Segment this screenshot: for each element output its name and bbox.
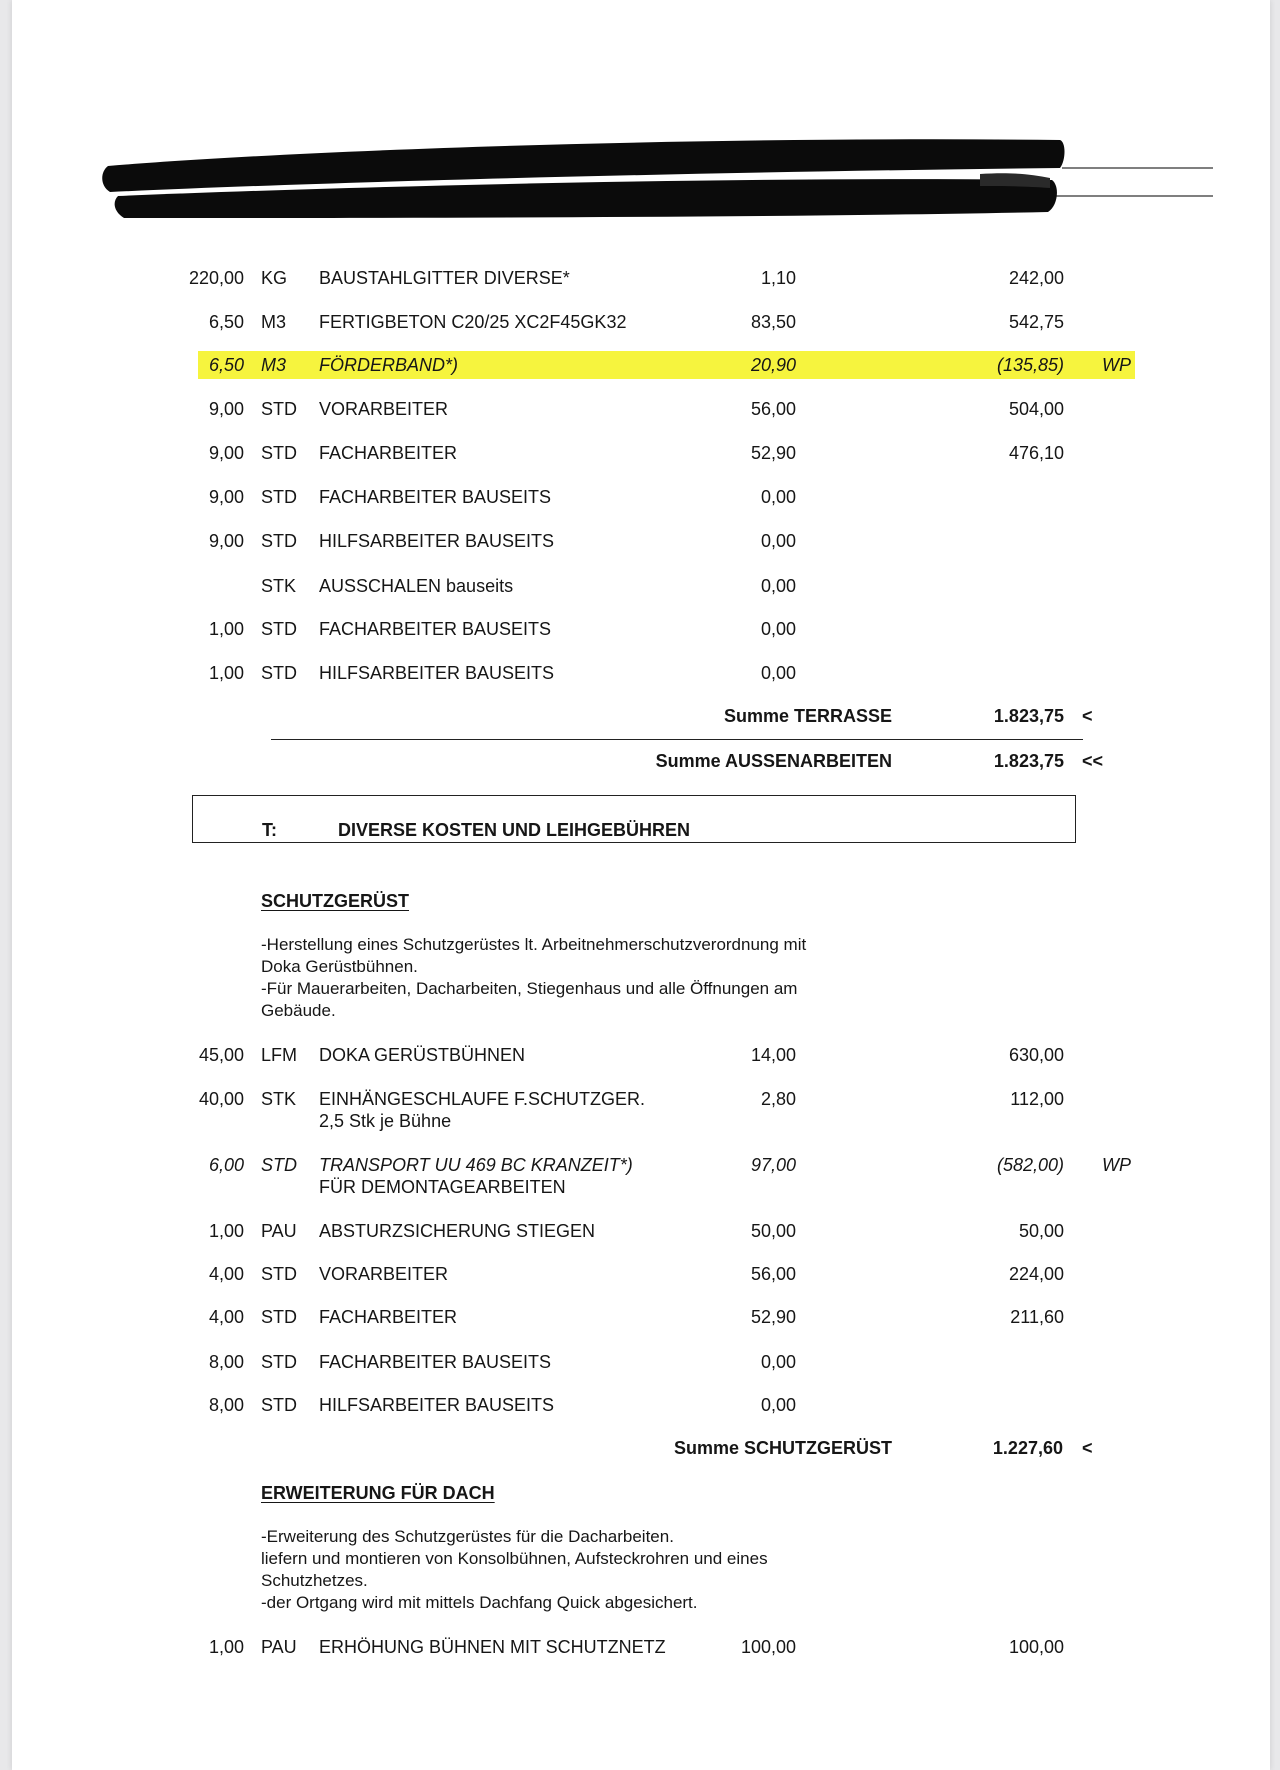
unit: STD xyxy=(261,1264,297,1284)
subtotal-marker: < xyxy=(1082,706,1093,726)
unit: STD xyxy=(261,619,297,639)
line-total: 542,75 xyxy=(1008,312,1064,332)
subtotal-value: 1.823,75 xyxy=(993,751,1064,771)
description: BAUSTAHLGITTER DIVERSE* xyxy=(319,268,570,288)
paragraph-line: Doka Gerüstbühnen. xyxy=(261,957,418,976)
unit: STD xyxy=(261,1395,297,1415)
description: DOKA GERÜSTBÜHNEN xyxy=(319,1045,526,1065)
unit: STD xyxy=(261,531,297,551)
line-total: 211,60 xyxy=(1010,1307,1064,1327)
description: TRANSPORT UU 469 BC KRANZEIT*) xyxy=(319,1155,633,1175)
description: HILFSARBEITER BAUSEITS xyxy=(319,531,555,551)
unit-price: 0,00 xyxy=(760,576,796,596)
description: FACHARBEITER xyxy=(319,1307,458,1327)
quantity: 9,00 xyxy=(208,399,244,419)
unit: STD xyxy=(261,663,297,683)
unit-price: 56,00 xyxy=(750,399,796,419)
subtotal-value: 1.823,75 xyxy=(993,706,1064,726)
description: FACHARBEITER BAUSEITS xyxy=(319,1352,552,1372)
line-total: 242,00 xyxy=(1008,268,1064,288)
description: HILFSARBEITER BAUSEITS xyxy=(319,1395,555,1415)
paragraph-line: -Erweiterung des Schutzgerüstes für die Dacharbeiten. xyxy=(261,1527,674,1546)
line-total: 112,00 xyxy=(1010,1089,1064,1109)
quantity: 40,00 xyxy=(198,1089,244,1109)
quantity: 1,00 xyxy=(208,1637,244,1657)
subtotal-marker: < xyxy=(1082,1438,1093,1458)
section-code: T: xyxy=(262,820,277,840)
line-total: 100,00 xyxy=(1008,1637,1064,1657)
wp-flag: WP xyxy=(1102,1155,1131,1175)
line-total: (582,00) xyxy=(996,1155,1064,1175)
paragraph-line: -Herstellung eines Schutzgerüstes lt. Arbeitnehmerschutzverordnung mit xyxy=(261,935,807,954)
unit: STD xyxy=(261,443,297,463)
quantity: 1,00 xyxy=(208,619,244,639)
unit-price: 50,00 xyxy=(750,1221,796,1241)
unit: STK xyxy=(261,1089,297,1109)
quantity: 4,00 xyxy=(208,1307,244,1327)
description: FACHARBEITER xyxy=(319,443,458,463)
unit: STD xyxy=(261,487,297,507)
description: FACHARBEITER BAUSEITS xyxy=(319,487,552,507)
unit-price: 20,90 xyxy=(750,355,796,375)
unit-price: 0,00 xyxy=(760,619,796,639)
quantity: 6,50 xyxy=(208,312,244,332)
unit-price: 97,00 xyxy=(750,1155,796,1175)
unit: M3 xyxy=(261,355,287,375)
description-detail: FÜR DEMONTAGEARBEITEN xyxy=(319,1177,566,1197)
unit: STD xyxy=(261,1352,297,1372)
unit-price: 0,00 xyxy=(760,531,796,551)
subtotal-label: Summe AUSSENARBEITEN xyxy=(655,751,892,771)
unit: PAU xyxy=(261,1221,297,1241)
description: HILFSARBEITER BAUSEITS xyxy=(319,663,555,683)
quantity: 1,00 xyxy=(208,663,244,683)
line-total: 224,00 xyxy=(1008,1264,1064,1284)
subtotal-label: Summe TERRASSE xyxy=(723,706,892,726)
unit-price: 0,00 xyxy=(760,1395,796,1415)
line-total: 476,10 xyxy=(1008,443,1064,463)
section-heading-erweiterung-dach: ERWEITERUNG FÜR DACH xyxy=(261,1483,495,1503)
paragraph-line: Gebäude. xyxy=(261,1001,336,1020)
divider xyxy=(271,739,1083,740)
line-total: 504,00 xyxy=(1008,399,1064,419)
section-heading-schutzgeruest: SCHUTZGERÜST xyxy=(261,891,409,911)
quantity: 9,00 xyxy=(208,531,244,551)
paragraph-line: Schutzhetzes. xyxy=(261,1571,368,1590)
quantity: 1,00 xyxy=(208,1221,244,1241)
paragraph-line: liefern und montieren von Konsolbühnen, Aufsteckrohren und eines xyxy=(261,1549,768,1568)
line-total: 50,00 xyxy=(1018,1221,1064,1241)
description-detail: 2,5 Stk je Bühne xyxy=(319,1111,452,1131)
line-total: 630,00 xyxy=(1008,1045,1064,1065)
unit-price: 52,90 xyxy=(750,1307,796,1327)
quantity: 8,00 xyxy=(208,1352,244,1372)
description: AUSSCHALEN bauseits xyxy=(319,576,514,596)
quantity: 9,00 xyxy=(208,443,244,463)
paragraph-line: -der Ortgang wird mit mittels Dachfang Quick abgesichert. xyxy=(261,1593,698,1612)
unit-price: 83,50 xyxy=(750,312,796,332)
description: FERTIGBETON C20/25 XC2F45GK32 xyxy=(319,312,627,332)
description: VORARBEITER xyxy=(319,1264,449,1284)
subtotal-marker: << xyxy=(1082,751,1104,771)
quantity: 8,00 xyxy=(208,1395,244,1415)
unit-price: 52,90 xyxy=(750,443,796,463)
quantity: 45,00 xyxy=(198,1045,244,1065)
quantity: 9,00 xyxy=(208,487,244,507)
document-page xyxy=(12,0,1270,1770)
unit-price: 56,00 xyxy=(750,1264,796,1284)
wp-flag: WP xyxy=(1102,355,1131,375)
description: FACHARBEITER BAUSEITS xyxy=(319,619,552,639)
unit-price: 0,00 xyxy=(760,1352,796,1372)
unit: STD xyxy=(261,399,297,419)
unit-price: 0,00 xyxy=(760,487,796,507)
quantity: 6,00 xyxy=(208,1155,244,1175)
line-total: (135,85) xyxy=(996,355,1064,375)
subtotal-label: Summe SCHUTZGERÜST xyxy=(673,1438,892,1458)
subtotal-value: 1.227,60 xyxy=(992,1438,1063,1458)
description: FÖRDERBAND*) xyxy=(319,355,459,375)
unit: STD xyxy=(261,1307,297,1327)
paragraph-line: -Für Mauerarbeiten, Dacharbeiten, Stiegenhaus und alle Öffnungen am xyxy=(261,979,798,998)
description: EINHÄNGESCHLAUFE F.SCHUTZGER. xyxy=(319,1089,646,1109)
unit-price: 100,00 xyxy=(740,1637,796,1657)
unit-price: 1,10 xyxy=(760,268,796,288)
quantity: 6,50 xyxy=(208,355,244,375)
unit: KG xyxy=(261,268,288,288)
description: VORARBEITER xyxy=(319,399,449,419)
unit-price: 14,00 xyxy=(750,1045,796,1065)
unit: M3 xyxy=(261,312,287,332)
section-title: DIVERSE KOSTEN UND LEIHGEBÜHREN xyxy=(338,820,691,840)
description: ABSTURZSICHERUNG STIEGEN xyxy=(319,1221,596,1241)
unit-price: 2,80 xyxy=(760,1089,796,1109)
description: ERHÖHUNG BÜHNEN MIT SCHUTZNETZ xyxy=(319,1637,666,1657)
unit: LFM xyxy=(261,1045,297,1065)
quantity: 220,00 xyxy=(188,268,244,288)
unit: STK xyxy=(261,576,297,596)
unit-price: 0,00 xyxy=(760,663,796,683)
unit: PAU xyxy=(261,1637,297,1657)
quantity: 4,00 xyxy=(208,1264,244,1284)
unit: STD xyxy=(261,1155,297,1175)
